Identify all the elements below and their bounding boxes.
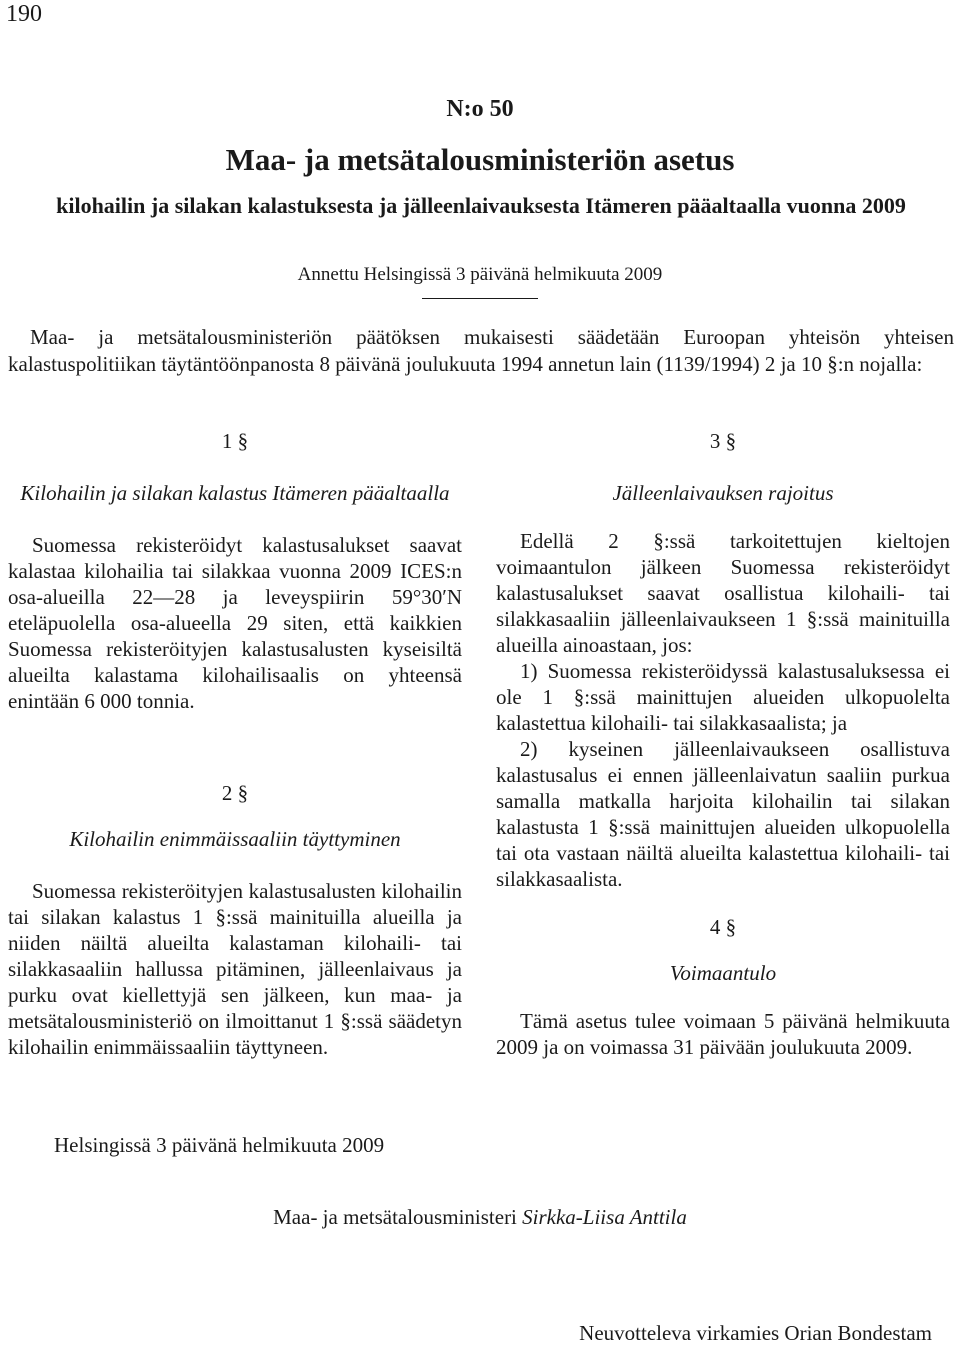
section-2-number: 2 § <box>221 781 249 805</box>
minister-signature <box>0 1204 960 1230</box>
right-column <box>496 428 950 1060</box>
section-2-text: Suomessa rekisteröityjen kalastusalusten kilohailin tai silakan kalastus 1 §:ssä mainituilla alueilla ja niiden näiltä alueilta kalastaman kilohaili- tai silakkasaaliin hallussa pitäminen, jälleenlaivaus ja purku ovat kiellettyjä sen jälkeen, kun maa- ja metsätalousministeriö on ilmoittanut 1 §:ssä säädetyn kilohailin enimmäissaaliin täyttyneen. <box>8 879 462 1059</box>
section-1-title: Kilohailin ja silakan kalastus Itämeren pääaltaalla <box>20 481 450 505</box>
page-number: 190 <box>6 1 42 27</box>
section-1-text: Suomessa rekisteröidyt kalastusalukset saavat kalastaa kilohailia tai silakkaa vuonna 2009 ICES:n osa-alueilla 22—28 ja leveyspiirin 59°30′N eteläpuolella osa-alueella 29 siten, että kaikkien Suomessa rekisteröityjen kalastusalusten kyseisiltä alueilta kalastama kilohailisaalis on yhteensä enintään 6 000 tonnia. <box>8 533 462 713</box>
section-1-number: 1 § <box>221 429 249 453</box>
section-3-item-1: 1) Suomessa rekisteröidyssä kalastusaluksessa ei ole 1 §:ssä mainittujen alueiden ulkopuolelta kalastettua kilohaili- tai silakkasaalista; ja <box>496 659 950 735</box>
left-column <box>8 428 462 1060</box>
section-3-item-2: 2) kyseinen jälleenlaivaukseen osallistuva kalastusalus ei ennen jälleenlaivatun saaliin purkua samalla matkalla harjoita kilohailin tai silakan kalastusta 1 §:ssä mainittujen alueiden ulkopuolella tai ota vastaan näiltä alueilta kalastettua kilohaili- tai silakkasaalista. <box>496 737 950 891</box>
official-signature: Neuvotteleva virkamies Orian Bondestam <box>579 1321 932 1345</box>
section-2-title: Kilohailin enimmäissaaliin täyttyminen <box>69 827 401 851</box>
section-4-title: Voimaantulo <box>669 961 777 985</box>
given-date: Annettu Helsingissä 3 päivänä helmikuuta 2009 <box>297 264 663 285</box>
signing-place-date: Helsingissä 3 päivänä helmikuuta 2009 <box>54 1133 385 1157</box>
section-4-text: Tämä asetus tulee voimaan 5 päivänä helmikuuta 2009 ja on voimassa 31 päivään joulukuuta 2009. <box>496 1009 950 1059</box>
section-3-intro: Edellä 2 §:ssä tarkoitettujen kieltojen voimaantulon jälkeen Suomessa rekisteröidyt kalastusalukset saavat osallistua kilohaili- tai silakkasaaliin jälleenlaivaukseen 1 §:ssä mainituilla alueilla ainoastaan, jos: <box>496 529 950 657</box>
decree-subtitle: kilohailin ja silakan kalastuksesta ja jälleenlaivauksesta Itämeren pääaltaalla vuonna 2009 <box>56 193 906 218</box>
decree-number: N:o 50 <box>446 96 514 122</box>
minister-name: Sirkka-Liisa Anttila <box>522 1205 687 1229</box>
minister-title: Maa- ja metsätalousministeri <box>273 1205 517 1229</box>
divider <box>422 298 538 299</box>
section-3-number: 3 § <box>709 429 737 453</box>
page-title: Maa- ja metsätalousministeriön asetus <box>225 142 735 177</box>
section-4-number: 4 § <box>709 915 737 939</box>
preamble: Maa- ja metsätalousministeriön päätöksen mukaisesti säädetään Euroopan yhteisön yhteisen kalastuspolitiikan täytäntöönpanosta 8 päivänä joulukuuta 1994 annetun lain (1139/1994) 2 ja 10 §:n nojalla: <box>8 325 954 376</box>
section-3-title: Jälleenlaivauksen rajoitus <box>612 481 834 505</box>
